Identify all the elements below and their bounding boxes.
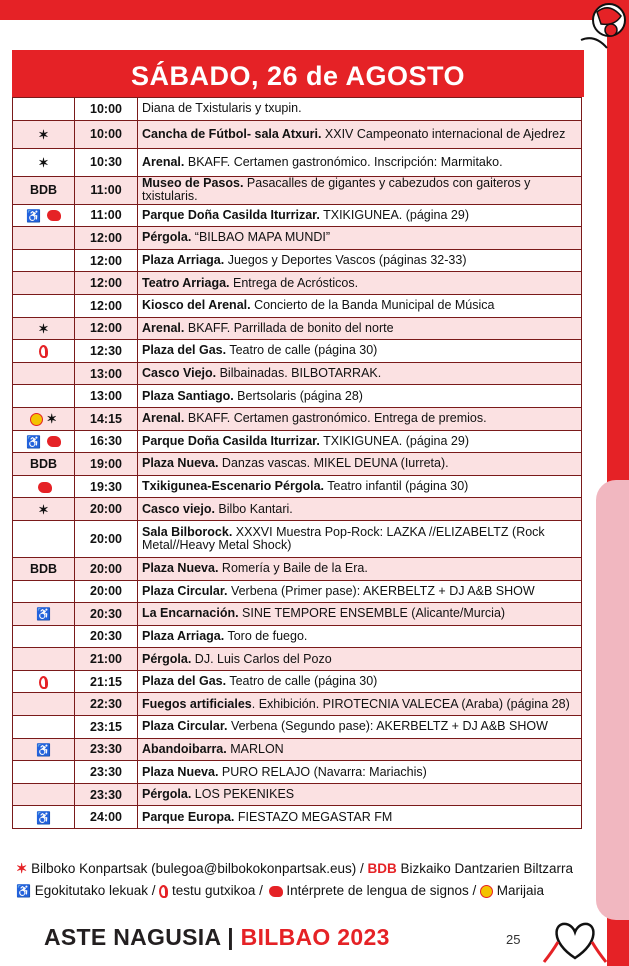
event-description: SINE TEMPORE ENSEMBLE (Alicante/Murcia) [238, 606, 506, 621]
wheelchair-icon: ♿ [36, 810, 51, 825]
event-description: Teatro de calle (página 30) [226, 674, 378, 689]
event-place: Abandoibarra. [142, 741, 227, 756]
event-place: Arenal. [142, 320, 185, 335]
row-icons-cell [13, 453, 75, 476]
table-row [13, 806, 582, 829]
event-description: Romería y Baile de la Era. [218, 561, 368, 576]
row-icons-cell [13, 557, 75, 580]
event-place: Casco Viejo. [142, 366, 217, 381]
row-icons-cell [13, 603, 75, 626]
table-row [13, 693, 582, 716]
row-time: 19:00 [75, 453, 138, 476]
footer-title [44, 924, 390, 951]
right-pink-decoration [596, 480, 629, 920]
wheelchair-icon: ♿ [26, 208, 42, 223]
row-time: 20:00 [75, 580, 138, 603]
row-event [138, 294, 582, 317]
event-description: Concierto de la Banda Municipal de Música [250, 298, 495, 313]
star-icon: ✶ [38, 155, 49, 170]
row-event [138, 670, 582, 693]
row-icons-cell [13, 385, 75, 408]
star-icon: ✶ [38, 321, 49, 336]
row-event [138, 625, 582, 648]
event-place: Plaza Circular. [142, 719, 228, 734]
row-time: 13:00 [75, 362, 138, 385]
wheelchair-icon: ♿ [36, 742, 51, 757]
row-icons-cell [13, 738, 75, 761]
table-row [13, 294, 582, 317]
row-icons-cell [13, 272, 75, 295]
schedule-panel [12, 50, 584, 850]
ear-icon [39, 345, 48, 358]
event-place: Arenal. [142, 154, 185, 169]
heart-hands-icon [540, 910, 610, 966]
row-icons-cell [13, 648, 75, 671]
event-description: Toro de fuego. [224, 628, 308, 643]
table-row [13, 453, 582, 476]
event-place: Arenal. [142, 411, 185, 426]
event-description: Bilbainadas. BILBOTARRAK. [216, 366, 382, 381]
row-event [138, 498, 582, 521]
bdb-badge: BDB [29, 456, 58, 471]
event-place: Plaza Arriaga. [142, 253, 225, 268]
event-place: Kiosco del Arenal. [142, 298, 251, 313]
ear-icon [159, 885, 168, 898]
row-event [138, 738, 582, 761]
sign-language-icon [269, 886, 283, 897]
event-place: Pérgola. [142, 787, 192, 802]
event-description: DJ. Luis Carlos del Pozo [191, 651, 332, 666]
row-time: 14:15 [75, 407, 138, 430]
row-icons-cell [13, 430, 75, 453]
schedule-table [12, 97, 582, 829]
row-event [138, 120, 582, 148]
event-place: Parque Doña Casilda Iturrizar. [142, 207, 320, 222]
row-time: 21:00 [75, 648, 138, 671]
event-description: LOS PEKENIKES [191, 787, 295, 802]
row-time: 12:30 [75, 340, 138, 363]
table-row [13, 580, 582, 603]
row-event [138, 385, 582, 408]
row-icons-cell [13, 670, 75, 693]
table-row [13, 362, 582, 385]
row-event [138, 272, 582, 295]
event-place: Parque Doña Casilda Iturrizar. [142, 433, 320, 448]
event-place: Parque Europa. [142, 809, 235, 824]
event-place: Sala Bilborock. [142, 524, 233, 539]
table-row [13, 340, 582, 363]
legend-marijaia-text: Marijaia [492, 883, 544, 898]
row-icons-cell [13, 498, 75, 521]
event-description: Bertsolaris (página 28) [233, 388, 363, 403]
row-icons-cell [13, 294, 75, 317]
row-time: 23:30 [75, 738, 138, 761]
wheelchair-icon: ♿ [36, 607, 51, 622]
table-row [13, 227, 582, 250]
wheelchair-icon: ♿ [16, 884, 31, 899]
event-description: Teatro de calle (página 30) [226, 343, 378, 358]
event-place: Plaza del Gas. [142, 674, 227, 689]
table-row [13, 430, 582, 453]
star-icon: ✶ [46, 412, 57, 427]
row-event [138, 783, 582, 806]
page-title: SÁBADO, 26 de AGOSTO [12, 50, 584, 97]
event-place: Pérgola. [142, 651, 192, 666]
event-place: Teatro Arriaga. [142, 275, 230, 290]
row-event [138, 176, 582, 204]
event-place: Plaza del Gas. [142, 343, 227, 358]
row-time: 12:00 [75, 294, 138, 317]
row-icons-cell [13, 98, 75, 121]
row-icons-cell [13, 148, 75, 176]
table-row [13, 761, 582, 784]
footer-bilbao-2023: BILBAO 2023 [240, 924, 390, 950]
row-event [138, 693, 582, 716]
row-icons-cell [13, 362, 75, 385]
table-row [13, 317, 582, 340]
row-time: 11:00 [75, 176, 138, 204]
table-row [13, 272, 582, 295]
row-icons-cell [13, 625, 75, 648]
row-icons-cell [13, 227, 75, 250]
footer-aste-nagusia: ASTE NAGUSIA | [44, 924, 241, 950]
row-event [138, 648, 582, 671]
legend [16, 858, 596, 902]
table-row [13, 557, 582, 580]
row-event [138, 430, 582, 453]
row-event [138, 148, 582, 176]
table-row [13, 249, 582, 272]
event-description: Danzas vascas. MIKEL DEUNA (Iurreta). [218, 456, 449, 471]
wheelchair-icon: ♿ [26, 434, 42, 449]
table-row [13, 783, 582, 806]
row-event [138, 475, 582, 498]
event-place: Txikigunea-Escenario Pérgola. [142, 479, 325, 494]
row-event [138, 340, 582, 363]
row-icons-cell [13, 693, 75, 716]
event-place: Plaza Nueva. [142, 764, 219, 779]
row-icons-cell [13, 475, 75, 498]
row-time: 23:30 [75, 783, 138, 806]
event-place: La Encarnación. [142, 606, 239, 621]
row-time: 12:00 [75, 227, 138, 250]
event-description: “BILBAO MAPA MUNDI” [191, 230, 331, 245]
table-row [13, 738, 582, 761]
event-description: TXIKIGUNEA. (página 29) [319, 207, 469, 222]
event-description: MARLON [226, 741, 284, 756]
row-time: 16:30 [75, 430, 138, 453]
row-time: 10:00 [75, 120, 138, 148]
event-description: Juegos y Deportes Vascos (páginas 32-33) [224, 253, 467, 268]
event-description: Pasacalles de gigantes y cabezudos con gaiteros y txistularis. [142, 176, 531, 204]
event-description: BKAFF. Parrillada de bonito del norte [184, 320, 394, 335]
row-icons-cell [13, 580, 75, 603]
table-row [13, 407, 582, 430]
ear-icon [39, 676, 48, 689]
row-icons-cell [13, 317, 75, 340]
row-time: 19:30 [75, 475, 138, 498]
row-event [138, 716, 582, 739]
row-time: 20:00 [75, 498, 138, 521]
legend-bdb-text: Bizkaiko Dantzarien Biltzarra [396, 861, 574, 876]
row-icons-cell [13, 120, 75, 148]
legend-bdb-label: BDB [367, 861, 397, 876]
star-icon: ✶ [16, 861, 28, 876]
event-description: Teatro infantil (página 30) [324, 479, 469, 494]
row-event [138, 557, 582, 580]
event-place: Plaza Nueva. [142, 561, 219, 576]
legend-konpartsak-text: Bilboko Konpartsak (bulegoa@bilbokokonpartsak.eus) / [31, 861, 368, 876]
row-event [138, 204, 582, 227]
table-row [13, 176, 582, 204]
event-place: Pérgola. [142, 230, 192, 245]
row-time: 21:15 [75, 670, 138, 693]
table-row [13, 204, 582, 227]
event-description: XXXVI Muestra Pop-Rock: LAZKA //ELIZABELTZ (Rock Metal//Heavy Metal Shock) [142, 524, 545, 552]
legend-easy-text: testu gutxikoa / [168, 883, 267, 898]
row-event [138, 806, 582, 829]
row-time: 22:30 [75, 693, 138, 716]
table-row [13, 648, 582, 671]
event-place: Plaza Nueva. [142, 456, 219, 471]
row-event [138, 453, 582, 476]
event-description: XXIV Campeonato internacional de Ajedrez [321, 126, 566, 141]
row-event [138, 362, 582, 385]
event-description: Verbena (Primer pase): AKERBELTZ + DJ A&B SHOW [227, 583, 535, 598]
row-time: 23:15 [75, 716, 138, 739]
row-time: 20:30 [75, 625, 138, 648]
sign-language-icon [47, 436, 61, 447]
row-time: 20:30 [75, 603, 138, 626]
event-description: Verbena (Segundo pase): AKERBELTZ + DJ A&B SHOW [227, 719, 548, 734]
event-description: TXIKIGUNEA. (página 29) [319, 433, 469, 448]
row-icons-cell [13, 806, 75, 829]
row-time: 10:30 [75, 148, 138, 176]
table-row [13, 670, 582, 693]
event-place: Plaza Arriaga. [142, 628, 225, 643]
sign-language-icon [47, 210, 61, 221]
event-place: Fuegos artificiales [142, 696, 252, 711]
event-description: Entrega de Acrósticos. [229, 275, 359, 290]
row-time: 13:00 [75, 385, 138, 408]
row-icons-cell [13, 716, 75, 739]
row-icons-cell [13, 407, 75, 430]
row-time: 12:00 [75, 249, 138, 272]
event-place: Plaza Circular. [142, 583, 228, 598]
row-event [138, 317, 582, 340]
sign-language-icon [38, 482, 52, 493]
row-time: 12:00 [75, 272, 138, 295]
legend-accessible-text: Egokitutako lekuak / [30, 883, 160, 898]
event-description: . Exhibición. PIROTECNIA VALECEA (Araba) (página 28) [251, 696, 570, 711]
star-icon: ✶ [38, 502, 49, 517]
row-icons-cell [13, 176, 75, 204]
marijaia-icon [30, 413, 43, 426]
event-description: FIESTAZO MEGASTAR FM [234, 809, 393, 824]
table-row [13, 475, 582, 498]
row-event [138, 98, 582, 121]
event-place: Museo de Pasos. [142, 176, 244, 191]
row-time: 23:30 [75, 761, 138, 784]
bdb-badge: BDB [29, 561, 58, 576]
row-time: 12:00 [75, 317, 138, 340]
row-event [138, 407, 582, 430]
table-row [13, 120, 582, 148]
event-description: Diana de Txistularis y txupin. [142, 101, 302, 116]
table-row [13, 625, 582, 648]
bdb-badge: BDB [29, 183, 58, 198]
row-event [138, 249, 582, 272]
marijaia-icon [480, 885, 493, 898]
row-event [138, 580, 582, 603]
event-place: Casco viejo. [142, 501, 215, 516]
row-icons-cell [13, 204, 75, 227]
row-event [138, 761, 582, 784]
legend-sign-language-text: Intérprete de lengua de signos / [282, 883, 480, 898]
event-description: BKAFF. Certamen gastronómico. Entrega de premios. [184, 411, 487, 426]
row-icons-cell [13, 783, 75, 806]
star-icon: ✶ [38, 127, 49, 142]
legend-line-2 [16, 880, 596, 902]
row-time: 20:00 [75, 557, 138, 580]
top-red-band [0, 0, 629, 20]
row-time: 24:00 [75, 806, 138, 829]
row-event [138, 603, 582, 626]
page-number: 25 [506, 932, 521, 947]
table-row [13, 498, 582, 521]
row-icons-cell [13, 340, 75, 363]
row-icons-cell [13, 249, 75, 272]
row-time: 20:00 [75, 520, 138, 557]
event-description: BKAFF. Certamen gastronómico. Inscripción: Marmitako. [184, 154, 503, 169]
table-row [13, 385, 582, 408]
row-icons-cell [13, 520, 75, 557]
table-row [13, 603, 582, 626]
row-event [138, 227, 582, 250]
table-row [13, 98, 582, 121]
table-row [13, 716, 582, 739]
legend-line-1 [16, 858, 596, 880]
row-time: 11:00 [75, 204, 138, 227]
table-row [13, 520, 582, 557]
event-place: Cancha de Fútbol- sala Atxuri. [142, 126, 322, 141]
event-description: PURO RELAJO (Navarra: Mariachis) [218, 764, 427, 779]
row-event [138, 520, 582, 557]
event-description: Bilbo Kantari. [214, 501, 293, 516]
row-icons-cell [13, 761, 75, 784]
event-place: Plaza Santiago. [142, 388, 234, 403]
row-time: 10:00 [75, 98, 138, 121]
table-row [13, 148, 582, 176]
